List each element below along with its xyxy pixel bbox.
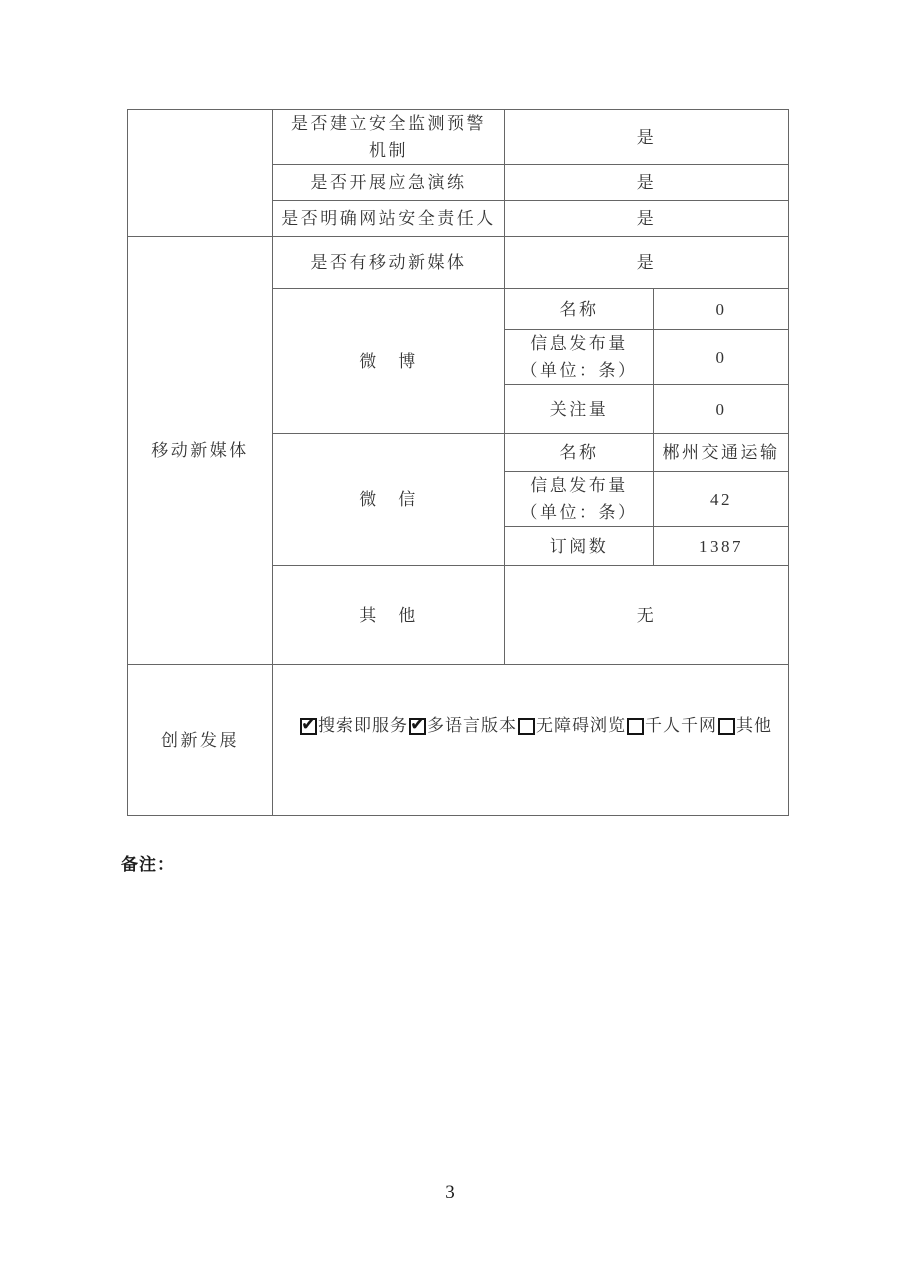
security-section-cell-empty bbox=[128, 110, 273, 237]
innovation-option-label: 搜索即服务 bbox=[318, 716, 408, 735]
security-row-label-line1: 是否建立安全监测预警 bbox=[291, 114, 486, 133]
security-row-value: 是 bbox=[505, 201, 789, 237]
innovation-options bbox=[273, 715, 788, 737]
wechat-name-value: 郴州交通运输 bbox=[654, 434, 789, 472]
wechat-posts-label bbox=[505, 472, 654, 527]
weibo-group-label: 微 博 bbox=[273, 289, 505, 434]
weibo-posts-value: 0 bbox=[654, 330, 789, 385]
innovation-options-cell bbox=[273, 665, 789, 816]
security-row-label bbox=[273, 110, 505, 165]
innovation-section-label: 创新发展 bbox=[128, 665, 273, 816]
innovation-option bbox=[517, 715, 626, 737]
wechat-posts-value: 42 bbox=[654, 472, 789, 527]
security-row-value: 是 bbox=[505, 165, 789, 201]
page-number: 3 bbox=[445, 1182, 455, 1203]
weibo-followers-label: 关注量 bbox=[505, 385, 654, 434]
checkbox-unchecked-icon bbox=[718, 718, 735, 735]
weibo-posts-label bbox=[505, 330, 654, 385]
innovation-option bbox=[626, 715, 717, 737]
weibo-followers-value: 0 bbox=[654, 385, 789, 434]
wechat-subscribers-label: 订阅数 bbox=[505, 527, 654, 566]
innovation-option-label: 多语言版本 bbox=[427, 716, 517, 735]
table-row bbox=[128, 665, 789, 816]
wechat-posts-label-line2: （单位：条） bbox=[520, 503, 638, 522]
wechat-posts-label-line1: 信息发布量 bbox=[530, 476, 628, 495]
has-mobile-value: 是 bbox=[505, 237, 789, 289]
other-media-label: 其 他 bbox=[273, 566, 505, 665]
security-row-label: 是否明确网站安全责任人 bbox=[273, 201, 505, 237]
has-mobile-label: 是否有移动新媒体 bbox=[273, 237, 505, 289]
security-row-label-line2: 机制 bbox=[369, 141, 408, 160]
innovation-option-label: 其他 bbox=[736, 716, 772, 735]
innovation-option bbox=[408, 715, 517, 737]
report-table bbox=[127, 109, 789, 816]
innovation-option-label: 无障碍浏览 bbox=[536, 716, 626, 735]
other-media-value: 无 bbox=[505, 566, 789, 665]
wechat-name-label: 名称 bbox=[505, 434, 654, 472]
weibo-name-label: 名称 bbox=[505, 289, 654, 330]
innovation-option bbox=[299, 715, 408, 737]
innovation-option-label: 千人千网 bbox=[645, 716, 717, 735]
table-row bbox=[128, 110, 789, 165]
mobile-media-section-label: 移动新媒体 bbox=[128, 237, 273, 665]
checkbox-unchecked-icon bbox=[627, 718, 644, 735]
table-row bbox=[128, 237, 789, 289]
weibo-name-value: 0 bbox=[654, 289, 789, 330]
checkbox-checked-icon bbox=[300, 718, 317, 735]
weibo-posts-label-line1: 信息发布量 bbox=[530, 334, 628, 353]
security-row-value: 是 bbox=[505, 110, 789, 165]
wechat-subscribers-value: 1387 bbox=[654, 527, 789, 566]
remark-label: 备注： bbox=[121, 855, 175, 874]
checkbox-unchecked-icon bbox=[518, 718, 535, 735]
checkbox-checked-icon bbox=[409, 718, 426, 735]
security-row-label: 是否开展应急演练 bbox=[273, 165, 505, 201]
weibo-posts-label-line2: （单位：条） bbox=[520, 361, 638, 380]
innovation-option bbox=[717, 715, 772, 737]
wechat-group-label: 微 信 bbox=[273, 434, 505, 566]
